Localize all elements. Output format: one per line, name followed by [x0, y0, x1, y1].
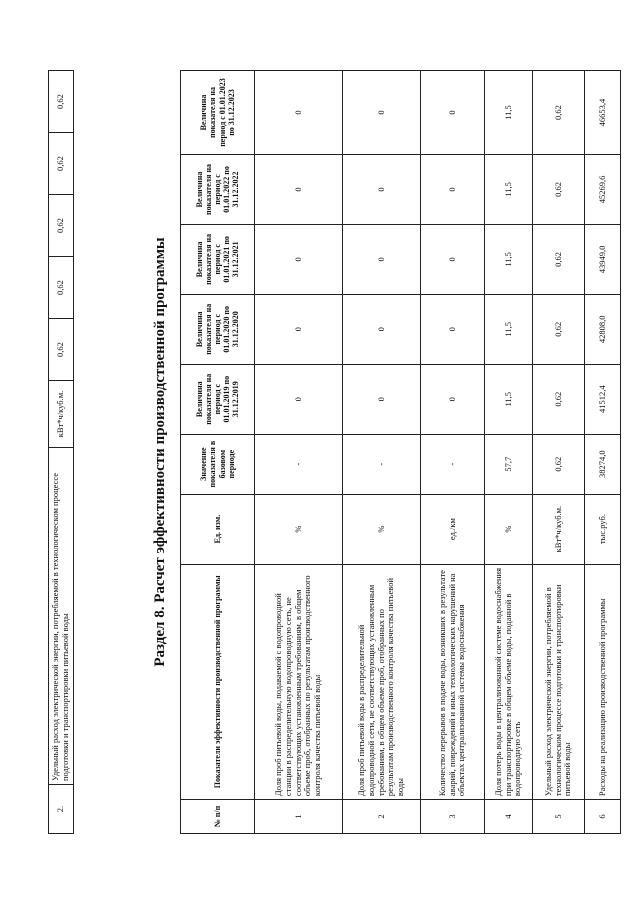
row-number: 2.: [49, 785, 74, 834]
value-2022: 0: [421, 154, 485, 224]
base-value: -: [255, 434, 343, 494]
row-number: 2: [343, 800, 421, 834]
value-2022: 0: [343, 154, 421, 224]
table-row: [585, 71, 621, 834]
unit-cell: кВт*ч/куб.м.: [49, 381, 74, 448]
value-2021: 0,62: [533, 224, 585, 294]
base-value: -: [421, 434, 485, 494]
indicator-name: Удельный расход электрической энергии, потребляемой в технологическом процессе подготовки и транспортировки питьевой воды: [533, 564, 585, 800]
row-number: 6: [585, 800, 621, 834]
indicator-name: Доля проб питьевой воды, подаваемой с водопроводной станции в распределительную водопроводную сеть, не соответствующих установленным требованиям, в общем объеме проб, отобранных по результатам производственного контроля качества питьевой воды: [255, 564, 343, 800]
value-2021: 0: [421, 224, 485, 294]
value-cell: 0,62: [49, 319, 74, 381]
row-number: 3: [421, 800, 485, 834]
table-row: [485, 71, 533, 834]
header-indicator: Показатели эффективности производственной программы: [181, 564, 255, 800]
value-2020: 0: [343, 294, 421, 364]
value-2023: 11,5: [485, 71, 533, 155]
value-2019: 11,5: [485, 364, 533, 434]
top-table-fragment: [48, 70, 74, 834]
indicator-name: Удельный расход электрической энергии, потребляемой в технологическом процессе подготовки и транспортировки питьевой воды: [49, 448, 74, 785]
value-2023: 46653,4: [585, 71, 621, 155]
value-2023: 0: [421, 71, 485, 155]
row-number: 5: [533, 800, 585, 834]
value-2021: 0: [255, 224, 343, 294]
value-2022: 11,5: [485, 154, 533, 224]
value-2022: 0,62: [533, 154, 585, 224]
indicator-name: Доля проб питьевой воды в распределительной водопроводной сети, не соответствующих установленным требованиям, в общем объеме проб, отобранных по результатам производственного контроля качества питьевой воды: [343, 564, 421, 800]
table-row: [343, 71, 421, 834]
row-number: 1: [255, 800, 343, 834]
value-2020: 11,5: [485, 294, 533, 364]
value-2021: 11,5: [485, 224, 533, 294]
value-2021: 43949,0: [585, 224, 621, 294]
header-2022: Величина показателя на период с 01.01.2022 по 31.12.2022: [181, 154, 255, 224]
value-2022: 45269,6: [585, 154, 621, 224]
header-2019: Величина показателя на период с 01.01.2019 по 31.12.2019: [181, 364, 255, 434]
value-2022: 0: [255, 154, 343, 224]
section-title: Раздел 8. Расчет эффективности производственной программы: [152, 237, 168, 667]
base-value: 38274,0: [585, 434, 621, 494]
indicator-name: Доля потерь воды в централизованной системе водоснабжения при транспортировке в общем объеме воды, поданной в водопроводную сеть: [485, 564, 533, 800]
unit-cell: %: [255, 494, 343, 564]
value-cell: 0,62: [49, 195, 74, 257]
base-value: -: [343, 434, 421, 494]
unit-cell: кВт*ч/куб.м.: [533, 494, 585, 564]
header-2023: Величина показателя на период с 01.01.2023 по 31.12.2023: [181, 71, 255, 155]
value-2023: 0: [343, 71, 421, 155]
row-number: 4: [485, 800, 533, 834]
value-2023: 0,62: [533, 71, 585, 155]
value-2020: 0,62: [533, 294, 585, 364]
rotated-content: [40, 62, 607, 842]
value-2020: 0: [255, 294, 343, 364]
value-2023: 0: [255, 71, 343, 155]
table-row: [533, 71, 585, 834]
value-2019: 0: [421, 364, 485, 434]
value-2020: 0: [421, 294, 485, 364]
value-2020: 42808,0: [585, 294, 621, 364]
unit-cell: тыс.руб.: [585, 494, 621, 564]
header-base: Значение показателя в базовом периоде: [181, 434, 255, 494]
header-2020: Величина показателя на период с 01.01.2020 по 31.12.2020: [181, 294, 255, 364]
indicator-name: Количество перерывов в подаче воды, возникших в результате аварий, повреждений и иных технологических нарушений на объектах централизованной системы водоснабжения: [421, 564, 485, 800]
table-row: [255, 71, 343, 834]
base-value: 0,62: [533, 434, 585, 494]
table-row: [49, 71, 74, 834]
value-2019: 0: [343, 364, 421, 434]
value-2019: 41512,4: [585, 364, 621, 434]
value-cell: 0,62: [49, 257, 74, 319]
header-num: № п/п: [181, 800, 255, 834]
efficiency-table: [180, 70, 621, 834]
table-row: [421, 71, 485, 834]
value-cell: 0,62: [49, 71, 74, 133]
unit-cell: %: [485, 494, 533, 564]
value-2021: 0: [343, 224, 421, 294]
header-unit: Ед. изм.: [181, 494, 255, 564]
header-2021: Величина показателя на период с 01.01.2021 по 31.12.2021: [181, 224, 255, 294]
unit-cell: ед./км: [421, 494, 485, 564]
value-cell: 0,62: [49, 133, 74, 195]
unit-cell: %: [343, 494, 421, 564]
header-row: [181, 71, 255, 834]
indicator-name: Расходы на реализацию производственной программы: [585, 564, 621, 800]
value-2019: 0,62: [533, 364, 585, 434]
value-2019: 0: [255, 364, 343, 434]
base-value: 57,7: [485, 434, 533, 494]
